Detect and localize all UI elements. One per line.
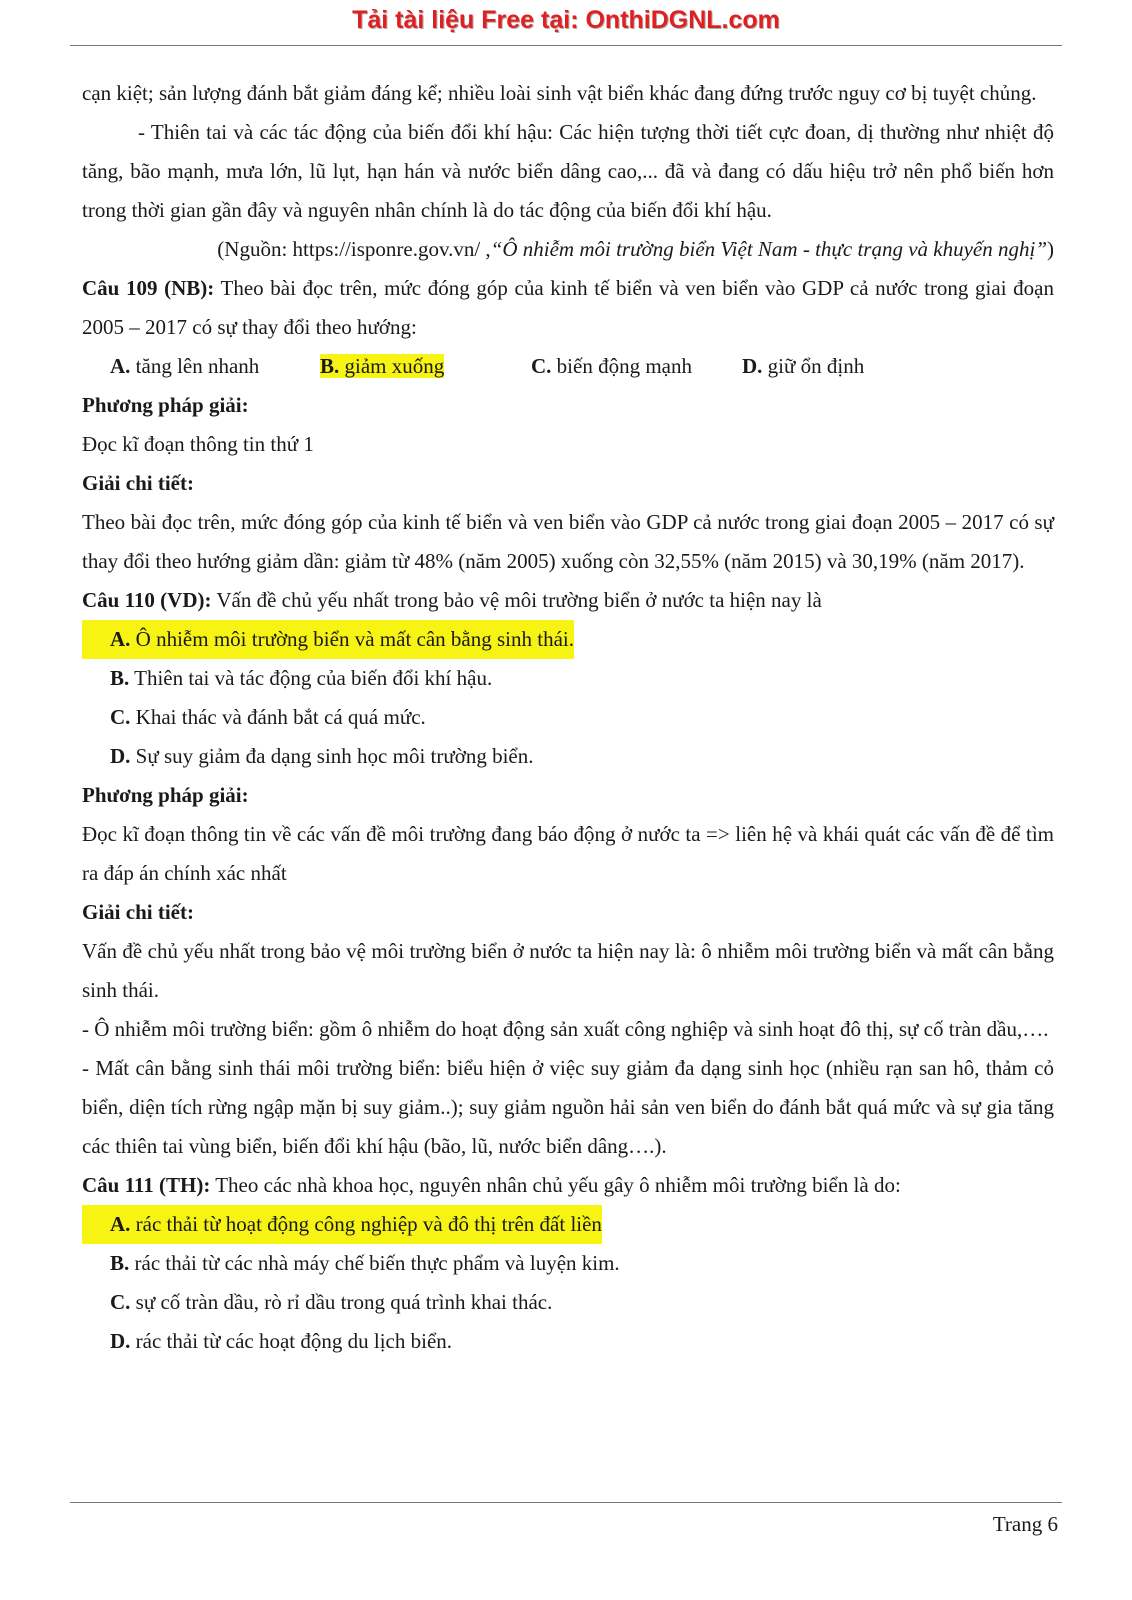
detail-label: Giải chi tiết: (82, 900, 194, 924)
option-d[interactable] (82, 737, 1054, 776)
option-d[interactable] (82, 1322, 1054, 1361)
option-b[interactable] (82, 659, 1054, 698)
option-text: rác thải từ các nhà máy chế biến thực phẩm và luyện kim. (129, 1251, 620, 1275)
option-key: B. (110, 1251, 130, 1275)
option-a-correct[interactable] (82, 620, 1054, 659)
detail-label: Giải chi tiết: (82, 471, 194, 495)
detail-text: - Ô nhiễm môi trường biển: gồm ô nhiễm do hoạt động sản xuất công nghiệp và sinh hoạt đô thị, sự cố tràn dầu,…. (82, 1017, 1049, 1041)
highlight (320, 354, 444, 378)
option-text: tăng lên nhanh (130, 354, 260, 378)
download-banner[interactable]: Tải tài liệu Free tại: OnthiDGNL.com (352, 6, 780, 34)
option-key: A. (110, 354, 131, 378)
detail-heading (82, 464, 1054, 503)
option-text: rác thải từ các hoạt động du lịch biển. (130, 1329, 453, 1353)
question-109 (82, 269, 1054, 347)
detail-heading (82, 893, 1054, 932)
source-citation (82, 230, 1054, 269)
option-text: biến động mạnh (551, 354, 692, 378)
option-text: rác thải từ hoạt động công nghiệp và đô thị trên đất liền (130, 1212, 602, 1236)
option-key: D. (742, 354, 763, 378)
highlight (82, 620, 574, 659)
option-d[interactable] (742, 347, 864, 386)
option-key: D. (110, 1329, 131, 1353)
option-b[interactable] (82, 1244, 1054, 1283)
highlight (82, 1205, 602, 1244)
option-key: D. (110, 744, 131, 768)
option-text: giữ ổn định (762, 354, 865, 378)
question-text: Theo bài đọc trên, mức đóng góp của kinh tế biển và ven biển vào GDP cả nước trong giai đoạn 2005 – 2017 có sự thay đổi theo hướng: (82, 276, 1054, 339)
paragraph: cạn kiệt; sản lượng đánh bắt giảm đáng kể; nhiều loài sinh vật biển khác đang đứng trước nguy cơ bị tuyệt chủng. (82, 81, 1037, 105)
source-suffix: ) (1047, 237, 1054, 261)
page-content (82, 74, 1054, 1361)
method-text: Đọc kĩ đoạn thông tin thứ 1 (82, 432, 314, 456)
source-prefix: (Nguồn: https://isponre.gov.vn/ , (217, 237, 491, 261)
option-b-correct[interactable] (320, 347, 531, 386)
paragraph: - Thiên tai và các tác động của biến đổi khí hậu: Các hiện tượng thời tiết cực đoan, dị thường như nhiệt độ tăng, bão mạnh, mưa lớn, lũ lụt, hạn hán và nước biển dâng cao,... đã và đang có dấu hiệu trở nên phổ biến hơn trong thời gian gần đây và nguyên nhân chính là do tác động của biến đổi khí hậu. (82, 120, 1054, 222)
option-text: Sự suy giảm đa dạng sinh học môi trường biển. (130, 744, 534, 768)
option-key: C. (531, 354, 552, 378)
question-label: Câu 109 (NB): (82, 276, 215, 300)
method-heading (82, 386, 1054, 425)
detail-text: Vấn đề chủ yếu nhất trong bảo vệ môi trường biển ở nước ta hiện nay là: ô nhiễm môi trường biển và mất cân bằng sinh thái. (82, 939, 1054, 1002)
question-text: Vấn đề chủ yếu nhất trong bảo vệ môi trường biển ở nước ta hiện nay là (211, 588, 822, 612)
header-divider (70, 45, 1062, 46)
option-key: B. (110, 666, 130, 690)
option-a-correct[interactable] (82, 1205, 1054, 1244)
option-key: A. (110, 1212, 131, 1236)
question-111 (82, 1166, 1054, 1205)
method-text: Đọc kĩ đoạn thông tin về các vấn đề môi trường đang báo động ở nước ta => liên hệ và khái quát các vấn đề để tìm ra đáp án chính xác nhất (82, 822, 1054, 885)
method-label: Phương pháp giải: (82, 393, 249, 417)
footer-divider (70, 1502, 1062, 1503)
question-label: Câu 110 (VD): (82, 588, 212, 612)
option-c[interactable] (82, 1283, 1054, 1322)
question-label: Câu 111 (TH): (82, 1173, 211, 1197)
question-110 (82, 581, 1054, 620)
method-heading (82, 776, 1054, 815)
option-a[interactable] (110, 347, 320, 386)
detail-text: Theo bài đọc trên, mức đóng góp của kinh tế biển và ven biển vào GDP cả nước trong giai đoạn 2005 – 2017 có sự thay đổi theo hướng giảm dần: giảm từ 48% (năm 2005) xuống còn 32,55% (năm 2015) và 30,19% (năm 2017). (82, 510, 1054, 573)
option-text: Ô nhiễm môi trường biển và mất cân bằng sinh thái. (130, 627, 574, 651)
option-c[interactable] (82, 698, 1054, 737)
option-text: sự cố tràn dầu, rò rỉ dầu trong quá trình khai thác. (130, 1290, 553, 1314)
option-key: C. (110, 705, 131, 729)
option-c[interactable] (531, 347, 742, 386)
option-key: A. (110, 627, 131, 651)
option-text: Khai thác và đánh bắt cá quá mức. (130, 705, 426, 729)
detail-text: - Mất cân bằng sinh thái môi trường biển: biểu hiện ở việc suy giảm đa dạng sinh học (nhiều rạn san hô, thảm cỏ biển, diện tích rừng ngập mặn bị suy giảm..); suy giảm nguồn hải sản ven biển do đánh bắt quá mức và sự gia tăng các thiên tai vùng biển, biến đổi khí hậu (bão, lũ, nước biển dâng….). (82, 1056, 1054, 1158)
question-text: Theo các nhà khoa học, nguyên nhân chủ yếu gây ô nhiễm môi trường biển là do: (210, 1173, 901, 1197)
option-key: B. (320, 354, 340, 378)
method-label: Phương pháp giải: (82, 783, 249, 807)
source-title: “Ô nhiễm môi trường biển Việt Nam - thực trạng và khuyến nghị” (490, 237, 1047, 261)
page-number: Trang 6 (992, 1512, 1058, 1536)
option-text: giảm xuống (339, 354, 445, 378)
answer-options-row (82, 347, 1054, 386)
option-text: Thiên tai và tác động của biến đổi khí hậu. (129, 666, 493, 690)
option-key: C. (110, 1290, 131, 1314)
